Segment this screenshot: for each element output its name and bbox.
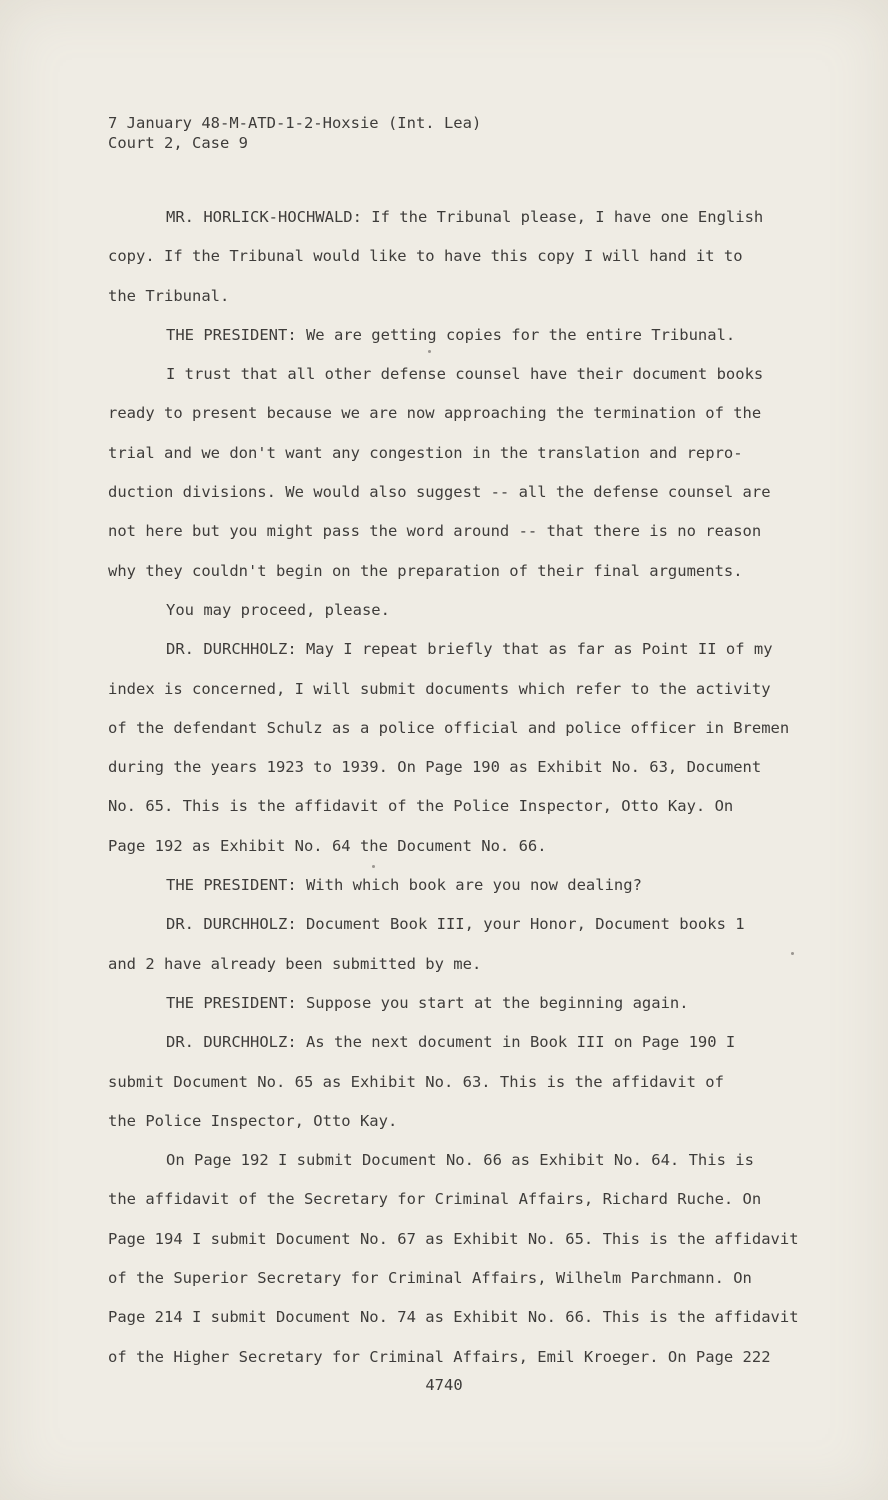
text-line: Page 214 I submit Document No. 74 as Exhibit No. 66. This is the affidavit xyxy=(108,1308,799,1327)
text-line: the Police Inspector, Otto Kay. xyxy=(108,1111,398,1130)
paper-speck xyxy=(428,350,431,353)
text-line: THE PRESIDENT: We are getting copies for the entire Tribunal. xyxy=(166,325,736,344)
text-line: the Tribunal. xyxy=(108,286,230,305)
text-line: DR. DURCHHOLZ: Document Book III, your Honor, Document books 1 xyxy=(166,915,745,934)
text-line: index is concerned, I will submit documents which refer to the activity xyxy=(108,679,771,698)
text-line: submit Document No. 65 as Exhibit No. 63. This is the affidavit of xyxy=(108,1072,724,1091)
text-line: I trust that all other defense counsel have their document books xyxy=(166,365,764,384)
text-line: why they couldn't begin on the preparation of their final arguments. xyxy=(108,561,743,580)
header-court-line: Court 2, Case 9 xyxy=(108,134,248,152)
text-line: of the defendant Schulz as a police official and police officer in Bremen xyxy=(108,718,790,737)
text-line: You may proceed, please. xyxy=(166,600,390,619)
text-line: MR. HORLICK-HOCHWALD: If the Tribunal please, I have one English xyxy=(166,208,764,226)
text-line: and 2 have already been submitted by me. xyxy=(108,954,482,973)
header-date-line: 7 January 48-M-ATD-1-2-Hoxsie (Int. Lea) xyxy=(108,114,482,132)
text-line: not here but you might pass the word around -- that there is no reason xyxy=(108,522,762,541)
paper-speck xyxy=(372,865,375,868)
text-line: Page 192 as Exhibit No. 64 the Document No. 66. xyxy=(108,836,547,855)
text-line: of the Superior Secretary for Criminal Affairs, Wilhelm Parchmann. On xyxy=(108,1269,752,1288)
text-line: THE PRESIDENT: Suppose you start at the beginning again. xyxy=(166,993,689,1012)
text-line: On Page 192 I submit Document No. 66 as Exhibit No. 64. This is xyxy=(166,1151,754,1170)
transcript-header xyxy=(108,113,481,153)
text-line: copy. If the Tribunal would like to have this copy I will hand it to xyxy=(108,247,743,266)
text-line: the affidavit of the Secretary for Criminal Affairs, Richard Ruche. On xyxy=(108,1190,762,1209)
text-line: trial and we don't want any congestion in the translation and repro- xyxy=(108,443,743,462)
text-line: during the years 1923 to 1939. On Page 190 as Exhibit No. 63, Document xyxy=(108,758,762,777)
text-line: duction divisions. We would also suggest -- all the defense counsel are xyxy=(108,483,771,502)
page-number: 4740 xyxy=(425,1376,463,1394)
paper-speck xyxy=(791,952,794,955)
transcript-body xyxy=(108,198,824,1377)
text-line: of the Higher Secretary for Criminal Affairs, Emil Kroeger. On Page 222 xyxy=(108,1347,771,1366)
text-line: THE PRESIDENT: With which book are you now dealing? xyxy=(166,876,642,895)
text-line: DR. DURCHHOLZ: May I repeat briefly that as far as Point II of my xyxy=(166,640,773,659)
text-line: DR. DURCHHOLZ: As the next document in Book III on Page 190 I xyxy=(166,1033,736,1052)
text-line: Page 194 I submit Document No. 67 as Exhibit No. 65. This is the affidavit xyxy=(108,1229,799,1248)
text-line: ready to present because we are now approaching the termination of the xyxy=(108,404,762,423)
text-line: No. 65. This is the affidavit of the Police Inspector, Otto Kay. On xyxy=(108,797,734,816)
